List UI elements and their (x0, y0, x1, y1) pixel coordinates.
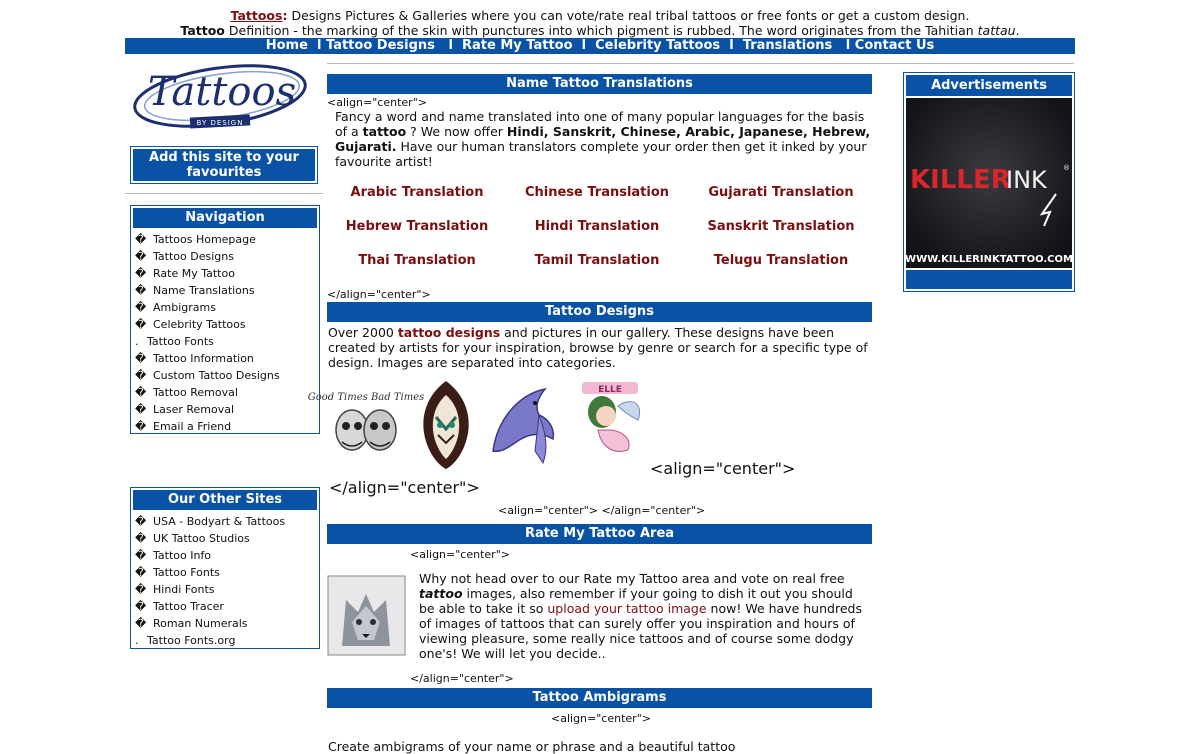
pinup-girl-thumbnail[interactable] (572, 380, 648, 464)
link-sanskrit-translation[interactable]: Sanskrit Translation (707, 219, 855, 234)
link-thai-translation[interactable]: Thai Translation (358, 253, 476, 268)
advertisements-box (903, 72, 1075, 292)
link-telugu-translation[interactable]: Telugu Translation (713, 253, 849, 268)
definition-origin-word: tattau (977, 23, 1016, 38)
text-part: Fancy a word and name translated into one of many popular languages for the basis of a (335, 109, 865, 139)
text-languages: Hindi, Sanskrit, Chinese, Arabic, Japanese, Hebrew, Gujarati. (335, 124, 871, 154)
text-part: ? We now offer (406, 124, 507, 139)
list-item (135, 615, 317, 632)
align-close-tag-large: </align="center"> (329, 478, 480, 497)
link-hindi-translation[interactable]: Hindi Translation (534, 219, 660, 234)
nav-link-name-translations[interactable]: Name Translations (153, 284, 255, 297)
bullet-glyph: � (135, 352, 147, 365)
list-item (135, 265, 317, 282)
list-item (135, 513, 317, 530)
tattoos-by-design-logo[interactable] (130, 58, 310, 134)
rate-my-tattoo-title: Rate My Tattoo Area (327, 524, 872, 544)
tagline-text: Designs Pictures & Galleries where you can vote/rate real tribal tattoos or free fonts or get a custom design. (287, 8, 970, 23)
thumb-caption: ELLE (598, 385, 622, 395)
bullet-glyph: � (135, 566, 147, 579)
text-part: Why not head over to our Rate my Tattoo area and vote on real free (419, 571, 845, 586)
bullet-glyph: � (135, 515, 147, 528)
tagline-colon: : (282, 8, 288, 23)
link-gujarati-translation[interactable]: Gujarati Translation (708, 185, 854, 200)
list-item (135, 547, 317, 564)
list-item (135, 299, 317, 316)
dolphin-tattoo-thumbnail[interactable] (487, 381, 560, 469)
upload-tattoo-link[interactable]: upload your tattoo image (547, 601, 707, 616)
nav-link-tattoo-information[interactable]: Tattoo Information (153, 352, 254, 365)
text-part: now! We have hundreds of images of tattoos that can surely offer you inspiration and hours of viewing pleasure, some really nice tattoos and of course some dodgy one's! We will let you decide.. (419, 601, 862, 661)
bullet-glyph: � (135, 233, 147, 246)
bullet-glyph: � (135, 532, 147, 545)
other-sites-box (130, 487, 320, 649)
list-item (135, 564, 317, 581)
align-close-tag: </align="center"> (410, 672, 514, 685)
nav-celebrity-tattoos[interactable]: Celebrity Tattoos (595, 38, 721, 53)
tattoo-designs-title: Tattoo Designs (327, 302, 872, 322)
tattoo-designs-text (328, 325, 873, 370)
list-item (135, 632, 317, 649)
link-tamil-translation[interactable]: Tamil Translation (534, 253, 660, 268)
nav-separator: l (448, 38, 453, 53)
advertisements-footer-bar (906, 270, 1072, 289)
site-link-tattoo-info[interactable]: Tattoo Info (153, 549, 212, 562)
list-item (135, 248, 317, 265)
bullet-glyph: � (135, 386, 147, 399)
navigation-title: Navigation (133, 208, 317, 228)
nav-link-tattoo-fonts[interactable]: Tattoo Fonts (147, 335, 214, 348)
bullet-glyph: � (135, 583, 147, 596)
top-navbar (125, 38, 1075, 54)
nav-link-laser-removal[interactable]: Laser Removal (153, 403, 235, 416)
main-divider (327, 63, 1074, 64)
tattoos-home-link[interactable]: Tattoos (230, 8, 283, 23)
rate-my-tattoo-text (419, 571, 869, 661)
definition-end: . (1015, 23, 1020, 38)
bullet-glyph: � (135, 318, 147, 331)
bullet-glyph: � (135, 403, 147, 416)
nav-separator: l (845, 38, 851, 53)
bullet-glyph: � (135, 369, 147, 382)
list-item (135, 598, 317, 615)
link-chinese-translation[interactable]: Chinese Translation (524, 185, 670, 200)
nav-link-celebrity-tattoos[interactable]: Celebrity Tattoos (153, 318, 246, 331)
ambigrams-text: Create ambigrams of your name or phrase and a beautiful tattoo (328, 739, 736, 754)
list-item (135, 231, 317, 248)
nav-link-tattoo-designs[interactable]: Tattoo Designs (153, 250, 234, 263)
ad-url: WWW.KILLERINKTATTOO.COM (905, 254, 1073, 265)
favourites-box (130, 146, 318, 184)
list-item (135, 384, 317, 401)
site-link-uk-studios[interactable]: UK Tattoo Studios (153, 532, 250, 545)
list-item (135, 418, 317, 435)
align-tag-pair: <align="center"> </align="center"> (498, 504, 706, 517)
nav-link-ambigrams[interactable]: Ambigrams (153, 301, 216, 314)
killer-ink-ad-banner[interactable] (906, 98, 1072, 268)
nav-home[interactable]: Home (265, 38, 308, 53)
skull-tattoo-thumbnail[interactable] (307, 384, 425, 476)
definition-word: Tattoo (180, 23, 225, 38)
tribal-tiger-thumbnail[interactable] (414, 377, 478, 471)
bullet-glyph: � (135, 267, 147, 280)
bullet-dot: . (135, 335, 139, 348)
navigation-box (130, 205, 320, 434)
align-close-tag: </align="center"> (327, 288, 431, 301)
list-item (135, 581, 317, 598)
bullet-glyph: � (135, 420, 147, 433)
bullet-glyph: � (135, 284, 147, 297)
ad-artwork (906, 98, 1072, 268)
bullet-glyph: � (135, 250, 147, 263)
nav-link-tattoos-homepage[interactable]: Tattoos Homepage (153, 233, 256, 246)
list-item (135, 282, 317, 299)
left-divider (125, 193, 323, 194)
text-bold-tattoo: tattoo (362, 124, 407, 139)
logo-subtext: BY DESIGN (196, 119, 244, 127)
nav-link-tattoo-removal[interactable]: Tattoo Removal (153, 386, 238, 399)
nav-separator: l (729, 38, 734, 53)
link-arabic-translation[interactable]: Arabic Translation (350, 185, 484, 200)
other-sites-title: Our Other Sites (133, 490, 317, 510)
nav-contact-us[interactable]: Contact Us (854, 38, 935, 53)
ad-registered-mark: ® (1063, 164, 1070, 172)
align-open-tag: <align="center"> (410, 548, 510, 561)
name-translations-title: Name Tattoo Translations (327, 74, 872, 94)
site-link-tattoo-fonts-org[interactable]: Tattoo Fonts.org (147, 634, 236, 647)
ad-brand-ink: INK (1006, 166, 1047, 194)
site-link-hindi-fonts[interactable]: Hindi Fonts (153, 583, 215, 596)
text-italic-tattoo: tattoo (419, 586, 463, 601)
thumb-caption: Good Times Bad Times (307, 392, 425, 403)
site-link-tattoo-fonts[interactable]: Tattoo Fonts (153, 566, 220, 579)
list-item (135, 333, 317, 350)
align-open-tag: <align="center"> (327, 96, 427, 109)
nav-separator: l (317, 38, 322, 53)
nav-translations[interactable]: Translations (742, 38, 833, 53)
text-part: Have our human translators complete your order then get it inked by your favourite artist! (335, 139, 867, 169)
bullet-glyph: � (135, 600, 147, 613)
list-item (135, 350, 317, 367)
list-item (135, 367, 317, 384)
site-link-roman-numerals[interactable]: Roman Numerals (153, 617, 248, 630)
nav-tattoo-designs[interactable]: Tattoo Designs (326, 38, 435, 53)
nav-link-custom-tattoo-designs[interactable]: Custom Tattoo Designs (153, 369, 280, 382)
nav-separator: l (581, 38, 587, 53)
tattoo-ambigrams-title: Tattoo Ambigrams (327, 688, 872, 708)
other-sites-list (133, 510, 317, 649)
nav-rate-my-tattoo[interactable]: Rate My Tattoo (462, 38, 573, 53)
name-translations-text (335, 109, 875, 169)
bullet-dot: . (135, 634, 139, 647)
advertisements-title: Advertisements (906, 75, 1072, 96)
wolf-tattoo-thumbnail[interactable] (328, 576, 405, 655)
align-open-tag: <align="center"> (551, 712, 651, 725)
logo-text: Tattoos (147, 69, 297, 115)
tattoo-designs-link[interactable]: tattoo designs (397, 325, 501, 340)
list-item (135, 530, 317, 547)
site-link-tattoo-tracer[interactable]: Tattoo Tracer (153, 600, 224, 613)
navigation-list (133, 228, 317, 435)
list-item (135, 401, 317, 418)
ad-brand-killer: KILLER (910, 165, 1011, 195)
bullet-glyph: � (135, 549, 147, 562)
nav-link-rate-my-tattoo[interactable]: Rate My Tattoo (153, 267, 235, 280)
text-part: images, also remember if your going to dish it out you should be able to take it so (419, 586, 853, 616)
list-item (135, 316, 317, 333)
text-part: and pictures in our gallery. These designs have been created by artists for your inspiration, browse by genre or search for a specific type of design. Images are separated into categories. (328, 325, 868, 370)
nav-link-email-a-friend[interactable]: Email a Friend (153, 420, 232, 433)
add-to-favourites-button[interactable]: Add this site to your favourites (133, 149, 315, 181)
text-part: Over 2000 (328, 325, 398, 340)
definition-text: Definition - the marking of the skin with punctures into which pigment is rubbed. The word originates from the Tahitian (224, 23, 978, 38)
link-hebrew-translation[interactable]: Hebrew Translation (345, 219, 489, 234)
site-link-usa-bodyart[interactable]: USA - Bodyart & Tattoos (153, 515, 286, 528)
bullet-glyph: � (135, 301, 147, 314)
align-open-tag-large: <align="center"> (650, 459, 796, 478)
bullet-glyph: � (135, 617, 147, 630)
header-tagline (125, 8, 1075, 23)
header-definition (125, 23, 1075, 38)
